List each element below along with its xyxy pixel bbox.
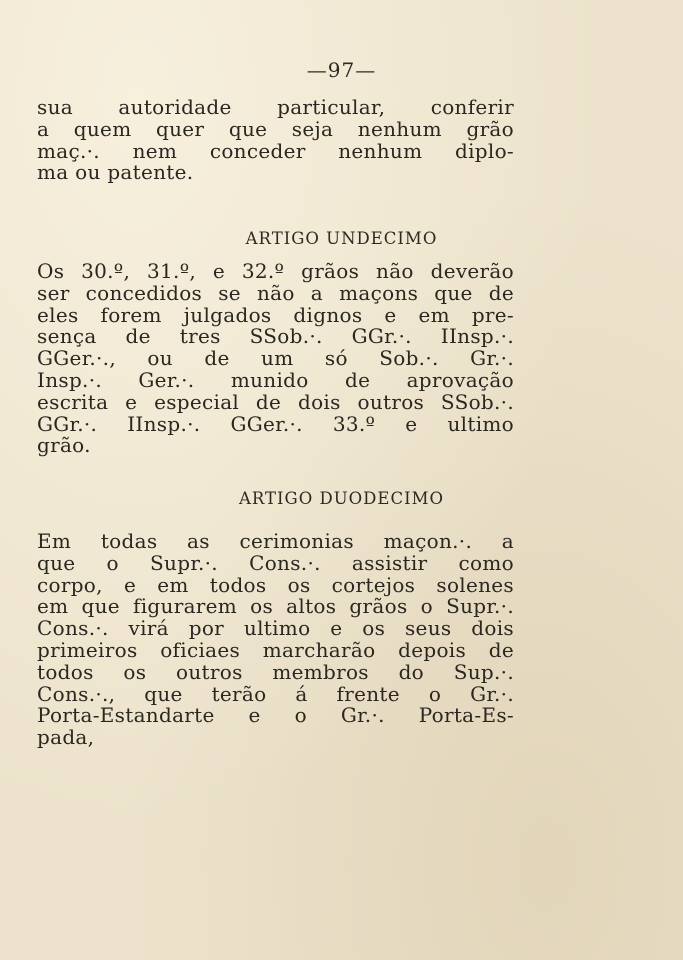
text-line: ser concedidos se não a maçons que de [37, 280, 514, 305]
text-line: GGr.·. IInsp.·. GGer.·. 33.º e ultimo [37, 411, 514, 436]
text-line: Cons.·. virá por ultimo e os seus dois [37, 616, 514, 641]
text-line: pada, [37, 725, 95, 750]
article-heading-undecimo: ARTIGO UNDECIMO [245, 229, 438, 248]
text-line: eles forem julgados dignos e em pre- [37, 302, 514, 327]
article-heading-duodecimo: ARTIGO DUODECIMO [238, 489, 445, 508]
article-undecimo-text [37, 261, 514, 457]
text-line: Cons.·., que terão á frente o Gr.·. [37, 681, 514, 706]
text-line: todos os outros membros do Sup.·. [37, 659, 514, 684]
text-line: corpo, e em todos os cortejos solenes [37, 572, 514, 597]
text-line: em que figurarem os altos grãos o Supr.·. [37, 594, 514, 619]
text-line: ma ou patente. [37, 160, 194, 185]
article-duodecimo-text [37, 531, 514, 749]
text-line: escrita e especial de dois outros SSob.·. [37, 389, 514, 414]
text-line: que o Supr.·. Cons.·. assistir como [37, 550, 514, 575]
text-line: Em todas as cerimonias maçon.·. a [37, 529, 514, 553]
text-line: Porta-Estandarte e o Gr.·. Porta-Es- [37, 703, 514, 728]
text-line: sua autoridade particular, conferir [37, 95, 514, 119]
text-line: primeiros oficiaes marcharão depois de [37, 637, 514, 662]
page-number: —97— [306, 58, 377, 82]
text-line: a quem quer que seja nenhum grão [37, 116, 514, 141]
text-line: grão. [37, 433, 91, 458]
text-line: Os 30.º, 31.º, e 32.º grãos não deverão [37, 259, 514, 283]
text-line: maç.·. nem conceder nenhum diplo- [37, 138, 514, 163]
paragraph-continuation [37, 97, 514, 184]
text-line: GGer.·., ou de um só Sob.·. Gr.·. [37, 346, 514, 371]
text-line: sença de tres SSob.·. GGr.·. IInsp.·. [37, 324, 514, 349]
text-line: Insp.·. Ger.·. munido de aprovação [37, 367, 514, 392]
